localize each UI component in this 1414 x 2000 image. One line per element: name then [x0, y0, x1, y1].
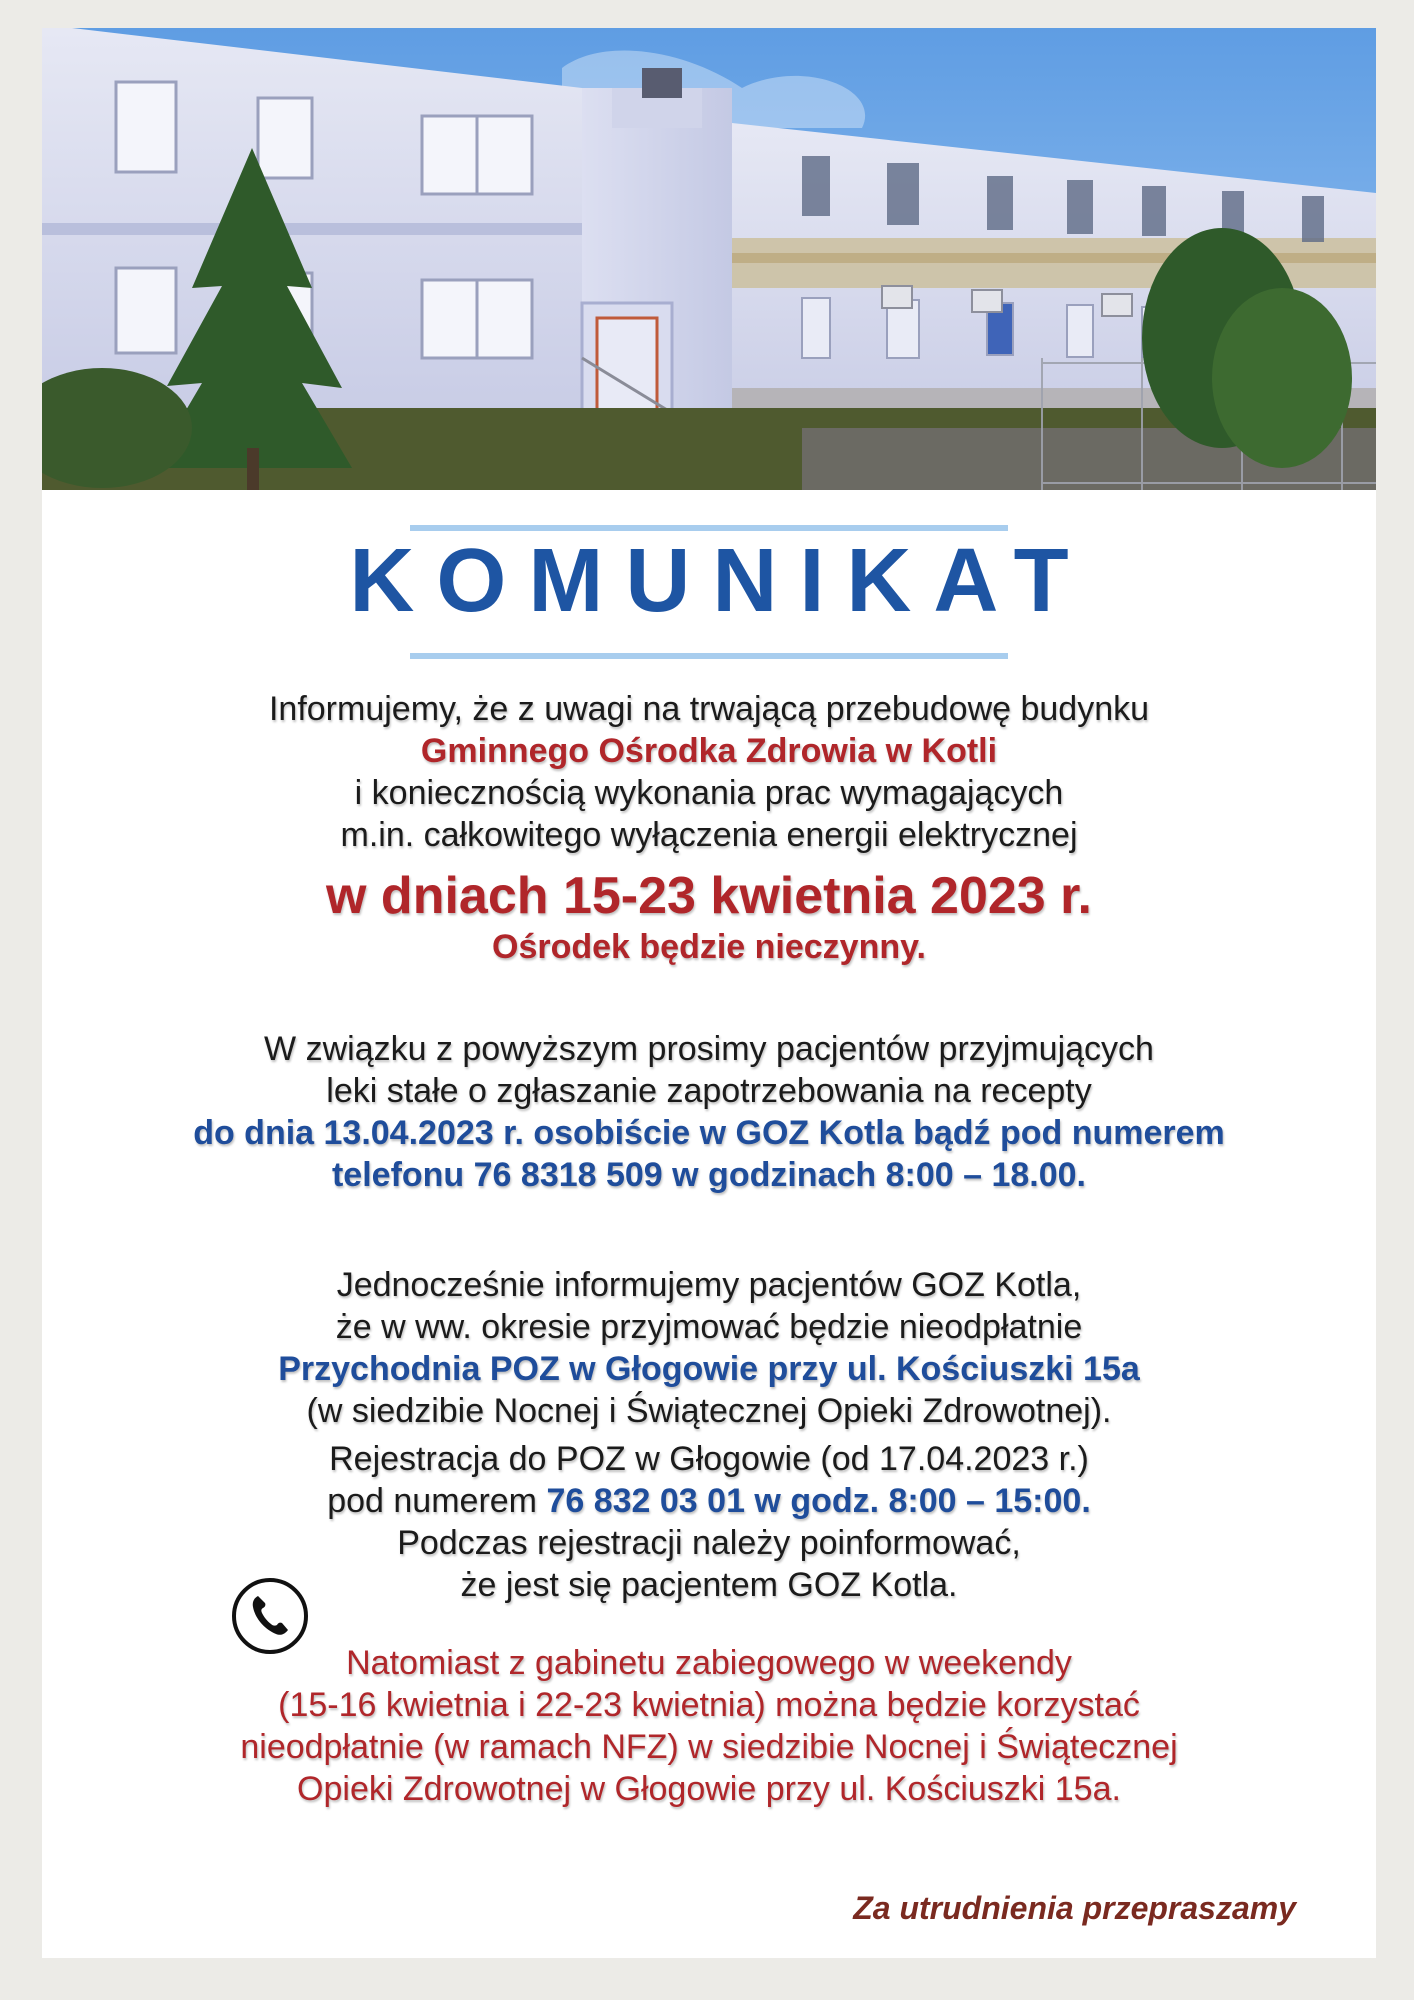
prescriptions-line-2: leki stałe o zgłaszanie zapotrzebowania na recepty — [326, 1072, 1092, 1110]
closure-notice: Ośrodek będzie nieczynny. — [492, 928, 926, 966]
alternative-line-1: Jednocześnie informujemy pacjentów GOZ Kotla, — [336, 1266, 1082, 1304]
registration-prefix: pod numerem — [327, 1482, 537, 1520]
alternative-line-5: Rejestracja do POZ w Głogowie (od 17.04.2023 r.) — [329, 1440, 1089, 1478]
closure-dates: w dniach 15-23 kwietnia 2023 r. — [326, 867, 1092, 925]
alternative-line-6 — [42, 1480, 1376, 1522]
notice-card — [42, 28, 1376, 1958]
prescriptions-line-1: W związku z powyższym prosimy pacjentów przyjmujących — [264, 1030, 1154, 1068]
title-rule-bottom — [410, 653, 1008, 659]
alternative-line-8: że jest się pacjentem GOZ Kotla. — [460, 1566, 958, 1604]
intro-line-2: Gminnego Ośrodka Zdrowia w Kotli — [420, 732, 998, 770]
page-title: KOMUNIKAT — [349, 531, 1091, 631]
weekend-line-2: (15-16 kwietnia i 22-23 kwietnia) można będzie korzystać — [278, 1686, 1140, 1724]
alternative-line-2: że w ww. okresie przyjmować będzie nieodpłatnie — [335, 1308, 1083, 1346]
weekend-line-1: Natomiast z gabinetu zabiegowego w weekendy — [346, 1644, 1072, 1682]
intro-line-4: m.in. całkowitego wyłączenia energii elektrycznej — [340, 816, 1078, 854]
alternative-line-4: (w siedzibie Nocnej i Świątecznej Opieki Zdrowotnej). — [306, 1392, 1112, 1430]
building-photo — [42, 28, 1376, 490]
alternative-line-7: Podczas rejestracji należy poinformować, — [397, 1524, 1021, 1562]
weekend-line-4: Opieki Zdrowotnej w Głogowie przy ul. Kościuszki 15a. — [297, 1770, 1121, 1808]
closing-apology: Za utrudnienia przepraszamy — [853, 1890, 1296, 1926]
prescriptions-line-3: do dnia 13.04.2023 r. osobiście w GOZ Kotla bądź pod numerem — [193, 1114, 1225, 1152]
alternative-line-3: Przychodnia POZ w Głogowie przy ul. Kościuszki 15a — [278, 1350, 1140, 1388]
intro-line-1: Informujemy, że z uwagi na trwającą przebudowę budynku — [268, 690, 1150, 728]
intro-line-3: i koniecznością wykonania prac wymagających — [354, 774, 1064, 812]
registration-number: 76 832 03 01 w godz. 8:00 – 15:00. — [546, 1482, 1091, 1520]
weekend-line-3: nieodpłatnie (w ramach NFZ) w siedzibie Nocnej i Świątecznej — [240, 1728, 1178, 1766]
prescriptions-line-4: telefonu 76 8318 509 w godzinach 8:00 – 18.00. — [331, 1156, 1086, 1194]
